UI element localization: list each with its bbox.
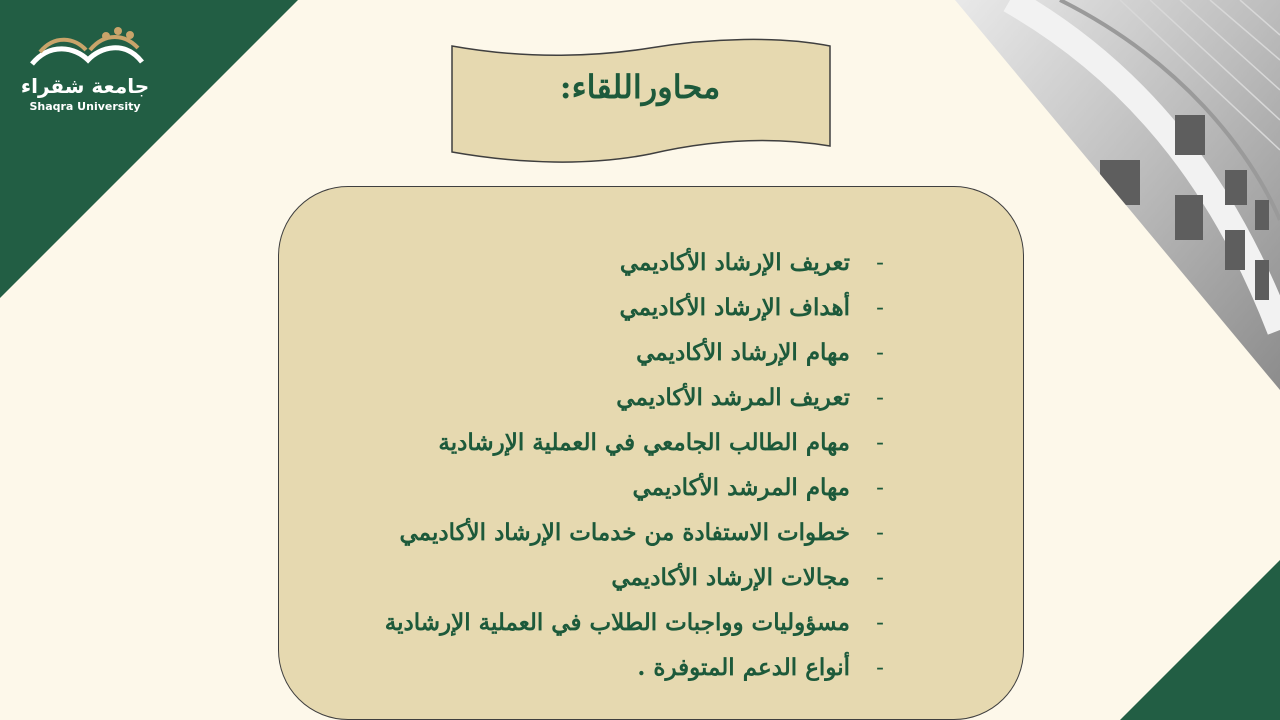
- list-item: [290, 555, 910, 600]
- logo-name-english: Shaqra University: [29, 100, 141, 113]
- bullet-dash: -: [876, 474, 884, 501]
- list-item-text: مجالات الإرشاد الأكاديمي: [611, 564, 850, 591]
- bullet-dash: -: [876, 339, 884, 366]
- bottom-right-green-triangle: [1120, 560, 1280, 720]
- list-item: [290, 420, 910, 465]
- bullet-dash: -: [876, 654, 884, 681]
- slide-title: محاوراللقاء:: [559, 68, 721, 106]
- list-item-text: تعريف الإرشاد الأكاديمي: [619, 249, 850, 276]
- bullet-dash: -: [876, 384, 884, 411]
- open-book-icon: [20, 22, 150, 82]
- list-item-text: أهداف الإرشاد الأكاديمي: [619, 294, 850, 321]
- bullet-dash: -: [876, 519, 884, 546]
- bullet-dash: -: [876, 429, 884, 456]
- list-item: [290, 510, 910, 555]
- bullet-dash: -: [876, 564, 884, 591]
- list-item: [290, 465, 910, 510]
- list-item: [290, 330, 910, 375]
- bullet-dash: -: [876, 294, 884, 321]
- list-item-text: مسؤوليات وواجبات الطلاب في العملية الإرشادية: [384, 609, 850, 636]
- bullet-dash: -: [876, 609, 884, 636]
- list-item-text: مهام الإرشاد الأكاديمي: [636, 339, 850, 366]
- list-item: [290, 285, 910, 330]
- topics-list: [290, 240, 910, 690]
- list-item: [290, 645, 910, 690]
- list-item-text: مهام المرشد الأكاديمي: [632, 474, 850, 501]
- list-item: [290, 600, 910, 645]
- logo-name-arabic: جامعة شقراء: [20, 74, 150, 98]
- list-item-text: أنواع الدعم المتوفرة .: [637, 654, 850, 681]
- university-logo: [20, 22, 150, 122]
- list-item: [290, 375, 910, 420]
- list-item-text: مهام الطالب الجامعي في العملية الإرشادية: [438, 429, 850, 456]
- bullet-dash: -: [876, 249, 884, 276]
- list-item: [290, 240, 910, 285]
- list-item-text: تعريف المرشد الأكاديمي: [616, 384, 850, 411]
- list-item-text: خطوات الاستفادة من خدمات الإرشاد الأكاديمي: [399, 519, 850, 546]
